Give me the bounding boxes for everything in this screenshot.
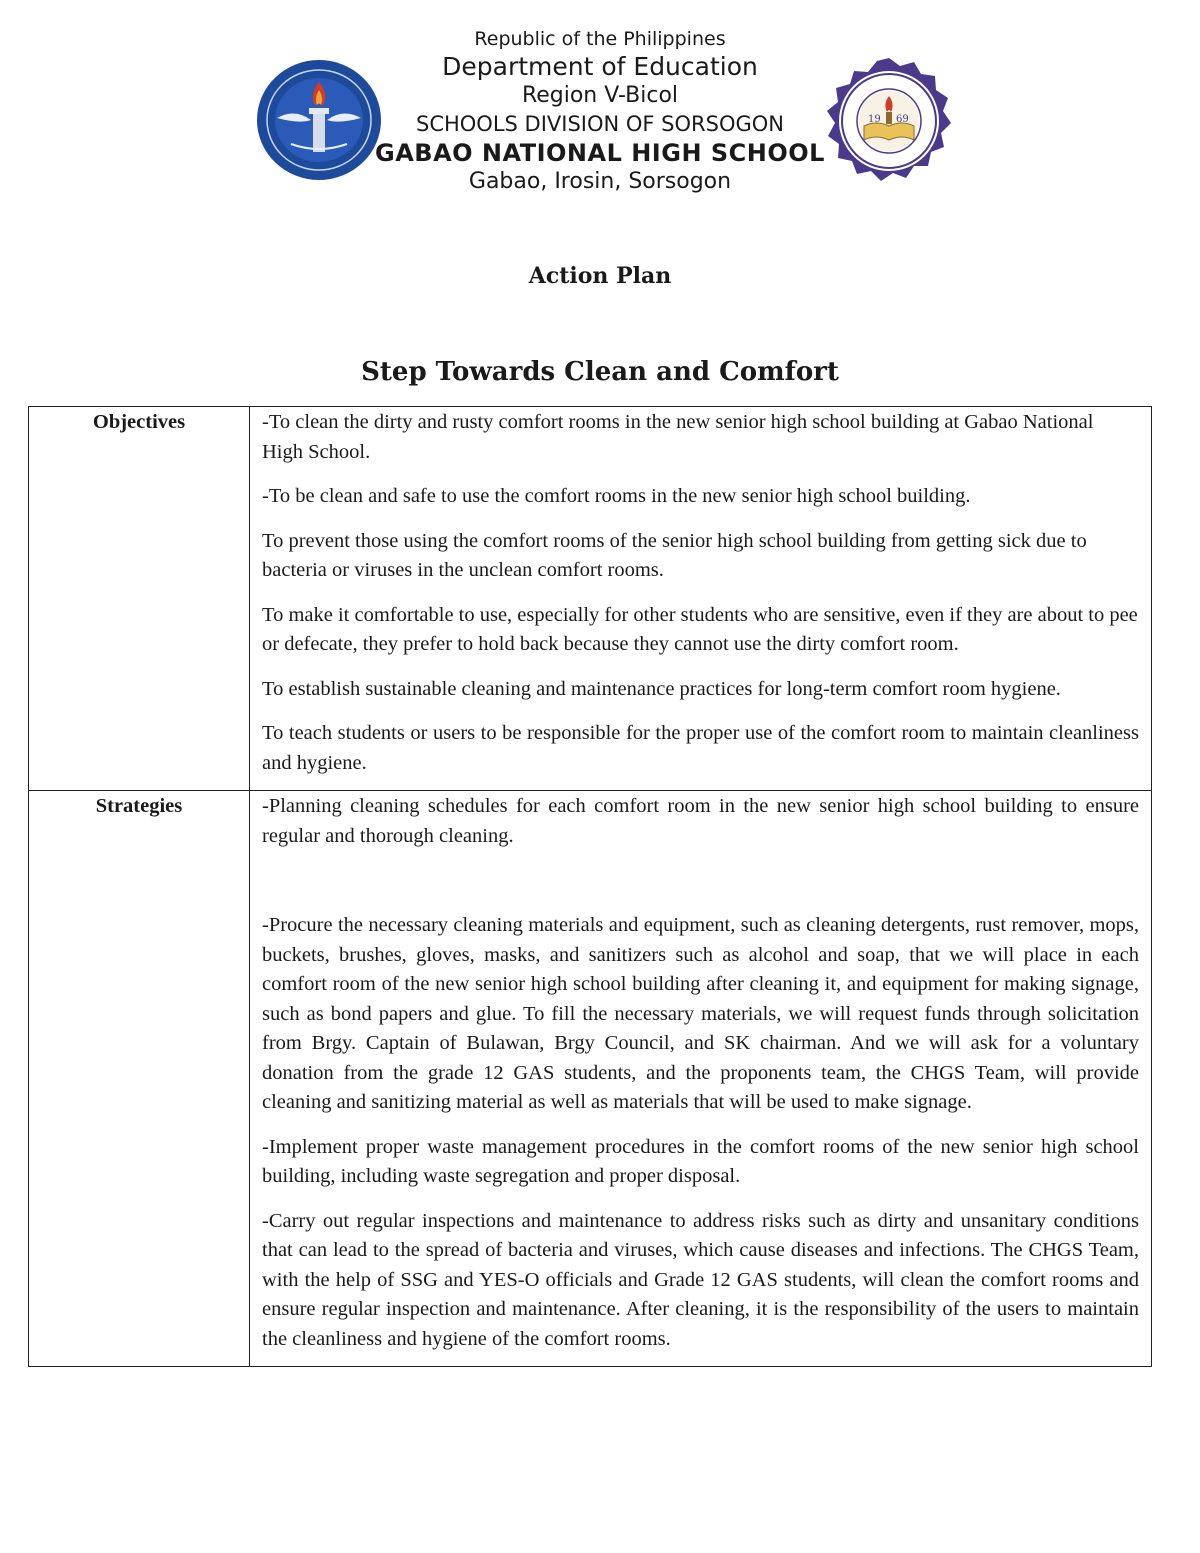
strategy-item: -Procure the necessary cleaning materials and equipment, such as cleaning detergents, rust remover, mops, buckets, brushes, gloves, masks, and sanitizers such as alcohol and soap, that we will place in each comfort room of the new senior high school building after cleaning it, and equipment for making signage, such as bond papers and glue. To fill the necessary materials, we will request funds through solicitation from Brgy. Captain of Bulawan, Brgy Council, and SK chairman. And we will ask for a voluntary donation from the grade 12 GAS students, and the proponents team, the CHGS Team, will provide cleaning and sanitizing material as well as materials that will be used to make signage. bbox=[262, 914, 1139, 1113]
republic-line: Republic of the Philippines bbox=[474, 28, 726, 50]
strategy-item: -Carry out regular inspections and maintenance to address risks such as dirty and unsanitary conditions that can lead to the spread of bacteria and viruses, which cause diseases and infections. The CHGS Team, with the help of SSG and YES-O officials and Grade 12 GAS students, will clean the comfort rooms and ensure regular inspection and maintenance. After cleaning, it is the responsibility of the users to maintain the cleanliness and hygiene of the comfort rooms. bbox=[262, 1209, 1139, 1350]
plan-name: Step Towards Clean and Comfort bbox=[361, 357, 839, 387]
seal-year-left: 19 bbox=[868, 114, 881, 125]
table-row-strategies bbox=[29, 791, 1152, 1367]
objective-item: -To clean the dirty and rusty comfort rooms in the new senior high school building at Gabao National High School. bbox=[262, 411, 1094, 463]
strategies-cell bbox=[250, 791, 1152, 1367]
strategy-item: -Planning cleaning schedules for each comfort room in the new senior high school building to ensure regular and thorough cleaning. bbox=[262, 795, 1139, 847]
letterhead bbox=[0, 26, 1200, 196]
objective-item: To make it comfortable to use, especially for other students who are sensitive, even if they are about to pee or defecate, they prefer to hold back because they cannot use the dirty comfort room. bbox=[262, 603, 1138, 655]
school-name: GABAO NATIONAL HIGH SCHOOL bbox=[375, 139, 825, 167]
objective-item: To prevent those using the comfort rooms of the senior high school building from getting sick due to bacteria or viruses in the unclean comfort rooms. bbox=[262, 529, 1087, 581]
action-plan-table bbox=[28, 406, 1152, 1367]
division-line: SCHOOLS DIVISION OF SORSOGON bbox=[415, 112, 784, 136]
seal-year-right: 69 bbox=[896, 114, 909, 125]
deped-division-seal-icon bbox=[255, 58, 383, 182]
document-title: Action Plan bbox=[528, 263, 672, 289]
school-address: Gabao, Irosin, Sorsogon bbox=[468, 169, 732, 194]
objective-item: To teach students or users to be responsible for the proper use of the comfort room to maintain cleanliness and hygiene. bbox=[262, 722, 1139, 774]
objective-item: -To be clean and safe to use the comfort rooms in the new senior high school building. bbox=[262, 485, 971, 507]
blank-spacer bbox=[262, 866, 1139, 911]
objectives-cell bbox=[250, 407, 1152, 791]
objective-item: To establish sustainable cleaning and maintenance practices for long-term comfort room hygiene. bbox=[262, 677, 1061, 700]
strategy-item: -Implement proper waste management procedures in the comfort rooms of the new senior high school building, including waste segregation and proper disposal. bbox=[262, 1135, 1139, 1187]
gabao-nhs-seal-icon bbox=[824, 56, 954, 186]
department-line: Department of Education bbox=[442, 52, 758, 81]
strategies-label: Strategies bbox=[29, 791, 250, 1367]
objectives-label: Objectives bbox=[29, 407, 250, 791]
region-line: Region V-Bicol bbox=[521, 83, 679, 108]
table-row-objectives bbox=[29, 407, 1152, 791]
